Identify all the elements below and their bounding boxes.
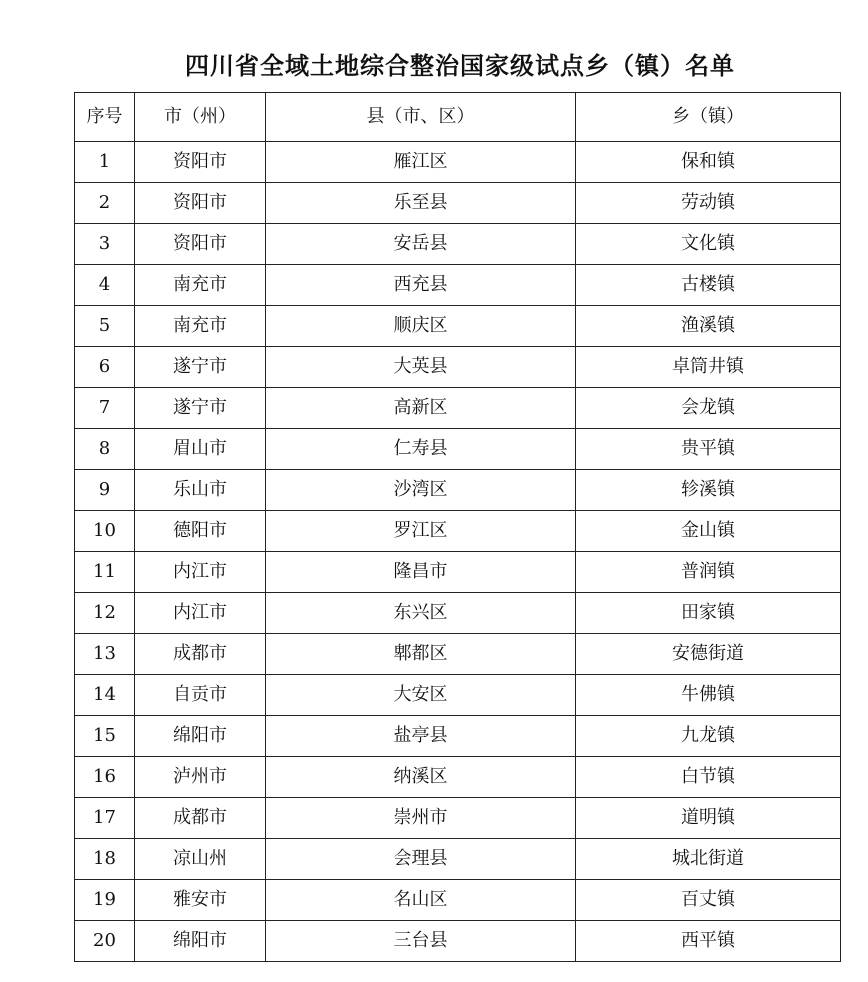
cell-serial-number: 12 [75,593,135,634]
table-row [75,265,841,306]
table-row [75,142,841,183]
cell-county: 雁江区 [266,142,576,183]
cell-county: 安岳县 [266,224,576,265]
cell-serial-number: 17 [75,798,135,839]
table-row [75,306,841,347]
table-row [75,716,841,757]
cell-city: 自贡市 [135,675,266,716]
header-town: 乡（镇） [576,93,841,142]
cell-county: 盐亭县 [266,716,576,757]
header-row [75,93,841,142]
table-row [75,839,841,880]
cell-serial-number: 19 [75,880,135,921]
cell-serial-number: 20 [75,921,135,962]
cell-county: 西充县 [266,265,576,306]
cell-city: 乐山市 [135,470,266,511]
cell-county: 三台县 [266,921,576,962]
cell-town: 普润镇 [576,552,841,593]
cell-town: 牛佛镇 [576,675,841,716]
cell-town: 金山镇 [576,511,841,552]
cell-county: 东兴区 [266,593,576,634]
cell-town: 田家镇 [576,593,841,634]
cell-city: 南充市 [135,306,266,347]
table-row [75,470,841,511]
cell-town: 道明镇 [576,798,841,839]
cell-county: 罗江区 [266,511,576,552]
cell-town: 九龙镇 [576,716,841,757]
cell-town: 安德街道 [576,634,841,675]
pilot-town-table [74,92,841,962]
cell-county: 乐至县 [266,183,576,224]
cell-serial-number: 10 [75,511,135,552]
cell-serial-number: 5 [75,306,135,347]
cell-town: 古楼镇 [576,265,841,306]
header-county: 县（市、区） [266,93,576,142]
table-row [75,593,841,634]
cell-serial-number: 1 [75,142,135,183]
cell-city: 资阳市 [135,183,266,224]
cell-serial-number: 16 [75,757,135,798]
table-row [75,798,841,839]
cell-serial-number: 11 [75,552,135,593]
table-row [75,880,841,921]
table-row [75,429,841,470]
table-row [75,552,841,593]
cell-town: 卓筒井镇 [576,347,841,388]
cell-county: 大英县 [266,347,576,388]
header-city: 市（州） [135,93,266,142]
cell-serial-number: 18 [75,839,135,880]
cell-city: 凉山州 [135,839,266,880]
table-body [75,142,841,962]
cell-serial-number: 8 [75,429,135,470]
cell-city: 遂宁市 [135,388,266,429]
cell-town: 轸溪镇 [576,470,841,511]
cell-city: 资阳市 [135,142,266,183]
cell-county: 顺庆区 [266,306,576,347]
cell-county: 高新区 [266,388,576,429]
cell-serial-number: 9 [75,470,135,511]
cell-city: 遂宁市 [135,347,266,388]
cell-county: 纳溪区 [266,757,576,798]
cell-city: 雅安市 [135,880,266,921]
cell-town: 西平镇 [576,921,841,962]
cell-town: 文化镇 [576,224,841,265]
cell-town: 百丈镇 [576,880,841,921]
cell-town: 劳动镇 [576,183,841,224]
cell-county: 名山区 [266,880,576,921]
cell-county: 郫都区 [266,634,576,675]
document-title: 四川省全域土地综合整治国家级试点乡（镇）名单 [185,52,735,80]
table-row [75,757,841,798]
cell-county: 大安区 [266,675,576,716]
table-header [75,93,841,142]
table-row [75,511,841,552]
cell-town: 贵平镇 [576,429,841,470]
header-serial-number: 序号 [75,93,135,142]
table-row [75,634,841,675]
cell-town: 渔溪镇 [576,306,841,347]
cell-city: 绵阳市 [135,716,266,757]
cell-city: 泸州市 [135,757,266,798]
cell-town: 保和镇 [576,142,841,183]
cell-serial-number: 7 [75,388,135,429]
cell-county: 仁寿县 [266,429,576,470]
cell-serial-number: 4 [75,265,135,306]
cell-serial-number: 6 [75,347,135,388]
table-row [75,347,841,388]
cell-county: 隆昌市 [266,552,576,593]
cell-serial-number: 2 [75,183,135,224]
cell-city: 德阳市 [135,511,266,552]
cell-serial-number: 3 [75,224,135,265]
cell-city: 内江市 [135,552,266,593]
cell-town: 城北街道 [576,839,841,880]
cell-serial-number: 15 [75,716,135,757]
cell-city: 成都市 [135,634,266,675]
cell-city: 南充市 [135,265,266,306]
cell-town: 白节镇 [576,757,841,798]
cell-city: 绵阳市 [135,921,266,962]
table-row [75,183,841,224]
cell-city: 资阳市 [135,224,266,265]
cell-county: 会理县 [266,839,576,880]
cell-serial-number: 14 [75,675,135,716]
table-row [75,224,841,265]
cell-county: 沙湾区 [266,470,576,511]
cell-county: 崇州市 [266,798,576,839]
cell-town: 会龙镇 [576,388,841,429]
table-row [75,921,841,962]
cell-city: 内江市 [135,593,266,634]
cell-city: 成都市 [135,798,266,839]
cell-city: 眉山市 [135,429,266,470]
cell-serial-number: 13 [75,634,135,675]
table-row [75,675,841,716]
table-row [75,388,841,429]
